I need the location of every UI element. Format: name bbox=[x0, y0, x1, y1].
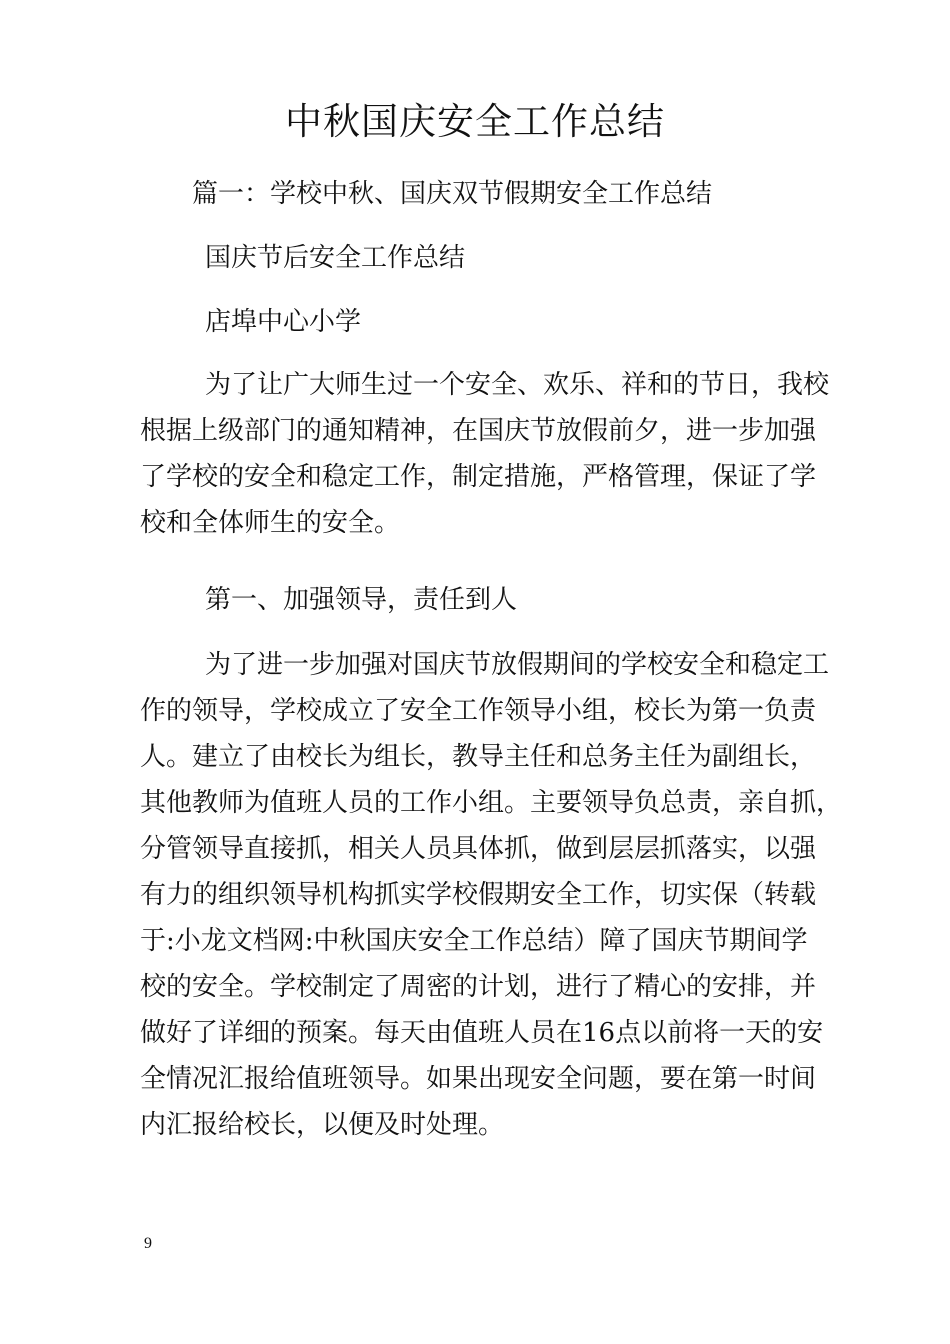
paragraph-line: 全情况汇报给值班领导。如果出现安全问题，要在第一时间 bbox=[140, 1064, 817, 1094]
paragraph-line: 了学校的安全和稳定工作，制定措施，严格管理，保证了学 bbox=[140, 462, 817, 492]
page-number: 9 bbox=[144, 1235, 152, 1252]
paragraph-line: 作的领导，学校成立了安全工作领导小组，校长为第一负责 bbox=[140, 696, 817, 726]
paragraph-line: 根据上级部门的通知精神，在国庆节放假前夕，进一步加强 bbox=[140, 416, 817, 446]
section1-heading: 第一、加强领导，责任到人 bbox=[205, 585, 518, 615]
paragraph-line: 为了让广大师生过一个安全、欢乐、祥和的节日，我校 bbox=[205, 370, 830, 400]
document-subtitle: 篇一：学校中秋、国庆双节假期安全工作总结 bbox=[192, 179, 713, 209]
section1-paragraph bbox=[140, 642, 843, 1148]
section-heading: 国庆节后安全工作总结 bbox=[205, 243, 466, 273]
paragraph-line: 人。建立了由校长为组长，教导主任和总务主任为副组长， bbox=[140, 742, 817, 772]
paragraph-line: 有力的组织领导机构抓实学校假期安全工作，切实保（转载 bbox=[140, 880, 817, 910]
paragraph-line: 于:小龙文档网:中秋国庆安全工作总结）障了国庆节期间学 bbox=[140, 926, 808, 956]
paragraph-line: 做好了详细的预案。每天由值班人员在16点以前将一天的安 bbox=[140, 1018, 824, 1048]
paragraph-line: 分管领导直接抓，相关人员具体抓，做到层层抓落实，以强 bbox=[140, 834, 817, 864]
paragraph-line: 其他教师为值班人员的工作小组。主要领导负总责，亲自抓， bbox=[140, 788, 843, 818]
paragraph-line: 校和全体师生的安全。 bbox=[140, 508, 401, 538]
paragraph-line: 内汇报给校长，以便及时处理。 bbox=[140, 1110, 505, 1140]
paragraph-line: 校的安全。学校制定了周密的计划，进行了精心的安排，并 bbox=[140, 972, 817, 1002]
intro-paragraph bbox=[140, 362, 830, 546]
school-name: 店埠中心小学 bbox=[205, 307, 362, 337]
paragraph-line: 为了进一步加强对国庆节放假期间的学校安全和稳定工 bbox=[205, 650, 830, 680]
document-title: 中秋国庆安全工作总结 bbox=[285, 100, 665, 143]
